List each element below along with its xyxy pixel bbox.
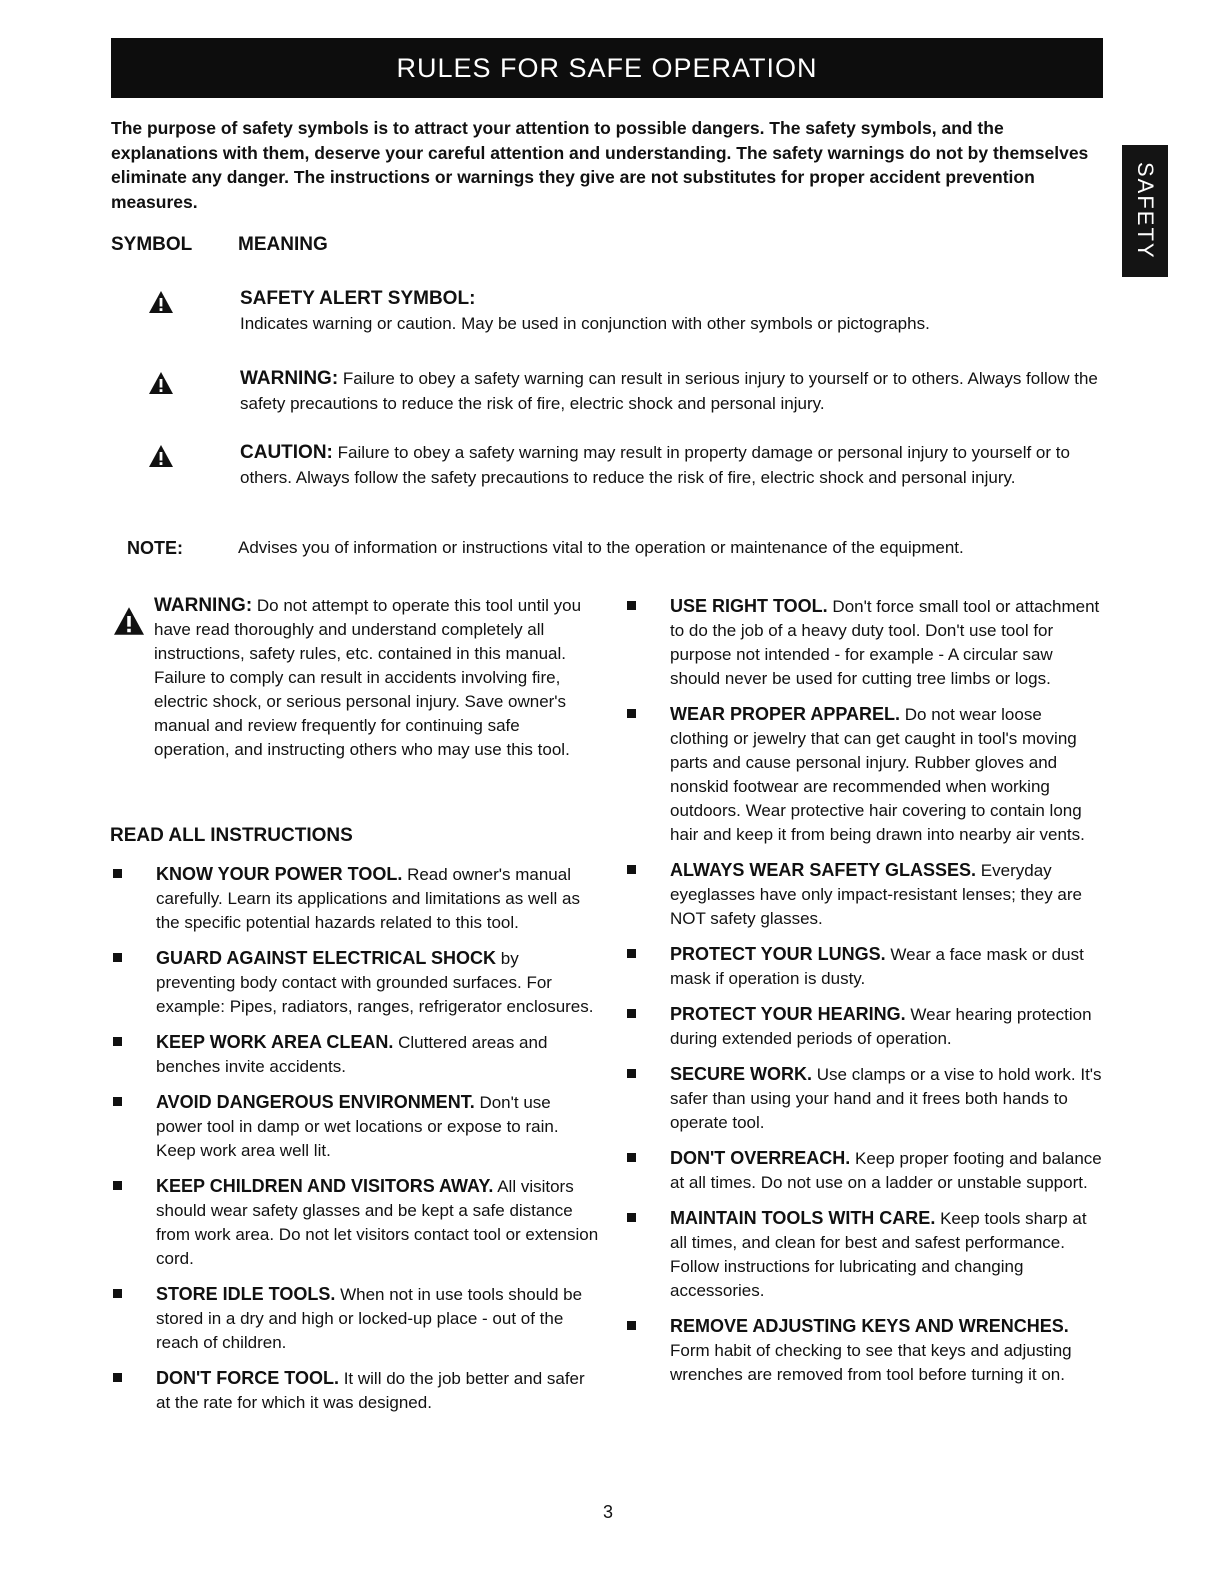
section-heading: READ ALL INSTRUCTIONS: [110, 825, 353, 846]
meaning-column-header: MEANING: [238, 234, 328, 255]
page-header: [111, 38, 1103, 98]
rule-item: REMOVE ADJUSTING KEYS AND WRENCHES. Form habit of checking to see that keys and adjusting wrenches are removed from tool before turning it on.: [624, 1314, 1104, 1387]
bullet-icon: [627, 1213, 636, 1222]
caution-icon: [148, 444, 174, 468]
rule-item: DON'T OVERREACH. Keep proper footing and balance at all times. Do not use on a ladder or unstable support.: [624, 1146, 1104, 1195]
rule-item: MAINTAIN TOOLS WITH CARE. Keep tools sharp at all times, and clean for best and safest performance. Follow instructions for lubricating and changing accessories.: [624, 1206, 1104, 1303]
bullet-icon: [627, 865, 636, 874]
bullet-icon: [627, 601, 636, 610]
main-warning-text: Do not attempt to operate this tool until you have read thoroughly and understand completely all instructions, safety rules, etc. contained in this manual. Failure to comply can result in accidents involving fire, electric shock, or serious personal injury. Save owner's manual and review frequently for continuing safe operation, and instructing others who may use this tool.: [154, 596, 582, 759]
bullet-icon: [113, 953, 122, 962]
symbol-column-header: SYMBOL: [111, 234, 193, 255]
bullet-icon: [627, 1069, 636, 1078]
page-title: RULES FOR SAFE OPERATION: [396, 52, 818, 83]
rule-item: PROTECT YOUR LUNGS. Wear a face mask or dust mask if operation is dusty.: [624, 942, 1104, 991]
main-warning-term: WARNING:: [154, 595, 253, 616]
section-tab-label: SAFETY: [1133, 162, 1158, 260]
bullet-icon: [627, 1009, 636, 1018]
bullet-icon: [627, 949, 636, 958]
rule-item: WEAR PROPER APPAREL. Do not wear loose clothing or jewelry that can get caught in tool's moving parts and cause personal injury. Rubber gloves and nonskid footwear are recommended when working outdoors. Wear protective hair covering to contain long hair and keep it from being drawn into nearby air vents.: [624, 702, 1104, 847]
rule-item: ALWAYS WEAR SAFETY GLASSES. Everyday eyeglasses have only impact-resistant lenses; they are NOT safety glasses.: [624, 858, 1104, 931]
bullet-icon: [627, 1321, 636, 1330]
rule-item: PROTECT YOUR HEARING. Wear hearing protection during extended periods of operation.: [624, 1002, 1104, 1051]
rule-item: KNOW YOUR POWER TOOL. Read owner's manual carefully. Learn its applications and limitations as well as the specific potential hazards related to this tool.: [110, 862, 600, 935]
note-label: NOTE:: [127, 538, 183, 558]
warning-icon: [148, 371, 174, 395]
bullet-icon: [113, 1097, 122, 1106]
left-column: [110, 594, 600, 1426]
rule-item: AVOID DANGEROUS ENVIRONMENT. Don't use power tool in damp or wet locations or expose to rain. Keep work area well lit.: [110, 1090, 600, 1163]
legend-term: CAUTION:: [240, 442, 333, 463]
rule-item: SECURE WORK. Use clamps or a vise to hold work. It's safer than using your hand and it frees both hands to operate tool.: [624, 1062, 1104, 1135]
legend-caution: [240, 441, 1100, 490]
bullet-icon: [627, 709, 636, 718]
bullet-icon: [627, 1153, 636, 1162]
legend-description: Failure to obey a safety warning can result in serious injury to yourself or to others. Always follow the safety precautions to reduce the risk of fire, electric shock and personal injury.: [240, 369, 1098, 413]
rule-item: GUARD AGAINST ELECTRICAL SHOCK by preventing body contact with grounded surfaces. For example: Pipes, radiators, ranges, refrigerator enclosures.: [110, 946, 600, 1019]
main-warning: [110, 594, 600, 762]
rule-item: USE RIGHT TOOL. Don't force small tool or attachment to do the job of a heavy duty tool. Don't use tool for purpose not intended - for example - A circular saw should never be used for cutting tree limbs or logs.: [624, 594, 1104, 691]
rule-item: STORE IDLE TOOLS. When not in use tools should be stored in a dry and high or locked-up place - out of the reach of children.: [110, 1282, 600, 1355]
page-number: 3: [603, 1502, 614, 1522]
note-text: Advises you of information or instructions vital to the operation or maintenance of the equipment.: [238, 538, 964, 557]
intro-paragraph: The purpose of safety symbols is to attract your attention to possible dangers. The safety symbols, and the explanations with them, deserve your careful attention and understanding. The safety warnings do not by themselves eliminate any danger. The instructions or warnings they give are not substitutes for proper accident prevention measures.: [111, 118, 1089, 212]
warning-icon: [112, 606, 146, 636]
legend-warning: [240, 367, 1100, 416]
bullet-icon: [113, 1181, 122, 1190]
right-column: [624, 594, 1104, 1398]
section-tab: [1122, 145, 1168, 277]
legend-term: SAFETY ALERT SYMBOL:: [240, 288, 476, 309]
bullet-icon: [113, 1373, 122, 1382]
legend-description: Failure to obey a safety warning may result in property damage or personal injury to yourself or to others. Always follow the safety precautions to reduce the risk of fire, electric shock and personal injury.: [240, 443, 1070, 487]
safety-alert-icon: [148, 290, 174, 314]
bullet-icon: [113, 869, 122, 878]
rule-item: DON'T FORCE TOOL. It will do the job better and safer at the rate for which it was designed.: [110, 1366, 600, 1415]
bullet-icon: [113, 1037, 122, 1046]
legend-term: WARNING:: [240, 368, 339, 389]
rule-item: KEEP CHILDREN AND VISITORS AWAY. All visitors should wear safety glasses and be kept a safe distance from work area. Do not let visitors contact tool or extension cord.: [110, 1174, 600, 1271]
legend-description: Indicates warning or caution. May be used in conjunction with other symbols or pictographs.: [240, 313, 930, 333]
legend-safety-alert: [240, 287, 1100, 336]
rule-item: KEEP WORK AREA CLEAN. Cluttered areas and benches invite accidents.: [110, 1030, 600, 1079]
bullet-icon: [113, 1289, 122, 1298]
